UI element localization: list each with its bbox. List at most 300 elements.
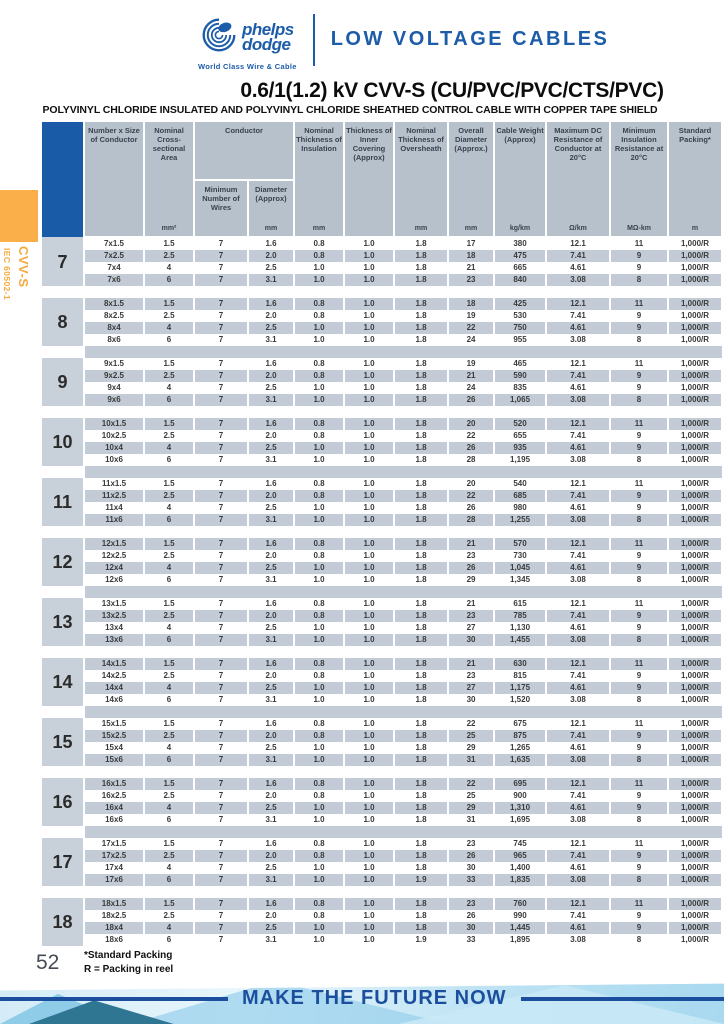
table-cell: 1.5 <box>144 237 194 250</box>
table-cell: 9 <box>610 310 668 322</box>
table-cell: 11x4 <box>84 502 144 514</box>
col-cable-weight: Cable Weight (Approx) <box>494 122 546 222</box>
table-cell: 7x2.5 <box>84 250 144 262</box>
table-cell: 1,000/R <box>668 382 722 394</box>
table-cell: 1.0 <box>344 598 394 610</box>
table-cell: 2.0 <box>248 550 294 562</box>
group-separator <box>42 466 722 478</box>
table-cell: 8x2.5 <box>84 310 144 322</box>
table-row <box>42 634 722 646</box>
table-cell: 900 <box>494 790 546 802</box>
table-cell: 965 <box>494 850 546 862</box>
table-cell: 1.0 <box>294 442 344 454</box>
table-cell: 12.1 <box>546 478 610 490</box>
page-title: 0.6/1(1.2) kV CVV-S (CU/PVC/PVC/CTS/PVC) <box>240 79 664 102</box>
table-cell: 1,000/R <box>668 862 722 874</box>
table-cell: 4.61 <box>546 922 610 934</box>
table-row <box>42 358 722 370</box>
table-row <box>42 802 722 814</box>
table-cell: 11x1.5 <box>84 478 144 490</box>
table-cell: 1,175 <box>494 682 546 694</box>
table-cell: 0.8 <box>294 358 344 370</box>
table-cell: 980 <box>494 502 546 514</box>
table-cell: 29 <box>448 742 494 754</box>
table-row <box>42 250 722 262</box>
table-cell: 14x1.5 <box>84 658 144 670</box>
table-cell: 2.5 <box>248 382 294 394</box>
footnote-line-1: *Standard Packing <box>84 950 173 961</box>
table-cell: 30 <box>448 922 494 934</box>
table-cell: 3.1 <box>248 934 294 946</box>
table-cell: 7 <box>194 634 248 646</box>
table-cell: 1,000/R <box>668 934 722 946</box>
unit-cell: Ω/km <box>546 222 610 237</box>
group-separator <box>42 646 722 658</box>
table-cell: 11 <box>610 898 668 910</box>
table-cell: 4 <box>144 262 194 274</box>
table-cell: 0.8 <box>294 490 344 502</box>
table-cell: 7 <box>194 574 248 586</box>
table-header <box>42 122 722 237</box>
unit-cell: MΩ-km <box>610 222 668 237</box>
table-cell: 1,345 <box>494 574 546 586</box>
table-row <box>42 454 722 466</box>
table-cell: 8 <box>610 334 668 346</box>
table-cell: 2.5 <box>248 262 294 274</box>
table-cell: 0.8 <box>294 237 344 250</box>
table-cell: 23 <box>448 898 494 910</box>
table-cell: 1.8 <box>394 442 448 454</box>
table-cell: 18x2.5 <box>84 910 144 922</box>
table-cell: 1,000/R <box>668 538 722 550</box>
table-cell: 2.0 <box>248 370 294 382</box>
table-cell: 1.6 <box>248 478 294 490</box>
table-row <box>42 574 722 586</box>
table-cell: 1.5 <box>144 718 194 730</box>
table-cell: 3.08 <box>546 874 610 886</box>
table-cell: 1.8 <box>394 490 448 502</box>
table-cell: 1.0 <box>344 682 394 694</box>
table-cell: 7 <box>194 334 248 346</box>
table-cell: 1.0 <box>294 394 344 406</box>
table-cell: 11 <box>610 298 668 310</box>
table-cell: 7 <box>194 934 248 946</box>
table-row <box>42 334 722 346</box>
table-cell: 1.8 <box>394 430 448 442</box>
table-cell: 2.0 <box>248 730 294 742</box>
table-cell: 12.1 <box>546 658 610 670</box>
table-cell: 12.1 <box>546 778 610 790</box>
table-cell: 21 <box>448 370 494 382</box>
table-cell: 7 <box>194 658 248 670</box>
table-cell: 9 <box>610 802 668 814</box>
table-cell: 7 <box>194 454 248 466</box>
table-cell: 590 <box>494 370 546 382</box>
group-separator <box>42 586 722 598</box>
table-cell: 9 <box>610 922 668 934</box>
table-cell: 7 <box>194 430 248 442</box>
table-cell: 1.0 <box>344 394 394 406</box>
table-cell: 1.0 <box>294 874 344 886</box>
table-cell: 22 <box>448 430 494 442</box>
group-number: 13 <box>42 598 84 646</box>
table-cell: 1.0 <box>294 934 344 946</box>
table-cell: 6 <box>144 694 194 706</box>
table-cell: 7 <box>194 418 248 430</box>
table-cell: 875 <box>494 730 546 742</box>
table-cell: 9x4 <box>84 382 144 394</box>
table-cell: 9 <box>610 790 668 802</box>
table-cell: 17 <box>448 237 494 250</box>
logo-swirl-icon <box>201 17 237 58</box>
table-cell: 1.0 <box>344 934 394 946</box>
table-cell: 1.8 <box>394 898 448 910</box>
table-cell: 1,000/R <box>668 898 722 910</box>
table-cell: 1.5 <box>144 778 194 790</box>
table-cell: 1.0 <box>344 574 394 586</box>
col-inner-covering: Thickness of Inner Covering (Approx) <box>344 122 394 222</box>
table-cell: 1.8 <box>394 370 448 382</box>
table-cell: 13x2.5 <box>84 610 144 622</box>
table-row <box>42 694 722 706</box>
table-cell: 7 <box>194 874 248 886</box>
table-cell: 655 <box>494 430 546 442</box>
table-row <box>42 610 722 622</box>
table-cell: 4.61 <box>546 682 610 694</box>
table-cell: 1.8 <box>394 418 448 430</box>
table-row <box>42 862 722 874</box>
table-cell: 21 <box>448 262 494 274</box>
table-cell: 10x6 <box>84 454 144 466</box>
table-row <box>42 502 722 514</box>
table-row <box>42 274 722 286</box>
table-cell: 1.8 <box>394 730 448 742</box>
category-label: LOW VOLTAGE CABLES <box>330 27 610 50</box>
table-cell: 11 <box>610 598 668 610</box>
table-cell: 8 <box>610 514 668 526</box>
table-cell: 24 <box>448 334 494 346</box>
table-cell: 730 <box>494 550 546 562</box>
table-cell: 1.6 <box>248 538 294 550</box>
table-cell: 1.0 <box>294 562 344 574</box>
table-cell: 26 <box>448 502 494 514</box>
table-cell: 22 <box>448 718 494 730</box>
table-cell: 3.08 <box>546 394 610 406</box>
table-row <box>42 754 722 766</box>
table-cell: 1.8 <box>394 514 448 526</box>
table-cell: 11 <box>610 658 668 670</box>
unit-cell: mm² <box>144 222 194 237</box>
table-cell: 8x1.5 <box>84 298 144 310</box>
table-cell: 1,000/R <box>668 250 722 262</box>
table-row <box>42 237 722 250</box>
table-cell: 2.5 <box>144 430 194 442</box>
group-number: 18 <box>42 898 84 946</box>
table-cell: 12x1.5 <box>84 538 144 550</box>
table-cell: 21 <box>448 538 494 550</box>
table-cell: 7 <box>194 922 248 934</box>
table-cell: 0.8 <box>294 838 344 850</box>
group-separator <box>42 526 722 538</box>
table-cell: 9 <box>610 262 668 274</box>
table-cell: 1,000/R <box>668 237 722 250</box>
col-dc-resistance: Maximum DC Resistance of Conductor at 20°C <box>546 122 610 222</box>
table-cell: 9 <box>610 442 668 454</box>
table-cell: 1,000/R <box>668 262 722 274</box>
table-cell: 1,065 <box>494 394 546 406</box>
table-cell: 1.8 <box>394 274 448 286</box>
table-cell: 10x4 <box>84 442 144 454</box>
table-cell: 7.41 <box>546 790 610 802</box>
table-cell: 2.0 <box>248 490 294 502</box>
table-cell: 1,000/R <box>668 358 722 370</box>
unit-cell: mm <box>248 222 294 237</box>
table-cell: 19 <box>448 310 494 322</box>
table-cell: 1.8 <box>394 562 448 574</box>
table-cell: 2.5 <box>144 370 194 382</box>
table-cell: 4 <box>144 922 194 934</box>
table-cell: 7 <box>194 310 248 322</box>
table-cell: 7 <box>194 802 248 814</box>
table-cell: 4.61 <box>546 742 610 754</box>
table-cell: 2.5 <box>144 670 194 682</box>
table-cell: 1.0 <box>344 550 394 562</box>
table-cell: 25 <box>448 730 494 742</box>
table-cell: 1.0 <box>344 334 394 346</box>
table-cell: 21 <box>448 658 494 670</box>
units-row <box>42 222 722 237</box>
table-cell: 1.9 <box>394 934 448 946</box>
sidebar-orange-block <box>0 190 38 242</box>
table-cell: 3.08 <box>546 334 610 346</box>
table-cell: 1.0 <box>294 682 344 694</box>
table-cell: 1.0 <box>344 730 394 742</box>
table-cell: 1.8 <box>394 298 448 310</box>
table-cell: 1.0 <box>344 442 394 454</box>
table-cell: 3.08 <box>546 934 610 946</box>
table-cell: 465 <box>494 358 546 370</box>
table-cell: 29 <box>448 802 494 814</box>
table-cell: 1,895 <box>494 934 546 946</box>
table-cell: 1.8 <box>394 670 448 682</box>
table-cell: 2.0 <box>248 670 294 682</box>
table-cell: 1.0 <box>344 538 394 550</box>
table-cell: 1.0 <box>344 802 394 814</box>
table-cell: 685 <box>494 490 546 502</box>
table-cell: 7 <box>194 562 248 574</box>
table-cell: 2.5 <box>144 310 194 322</box>
table-cell: 9 <box>610 550 668 562</box>
footer-slogan-row <box>0 987 724 1010</box>
table-cell: 8 <box>610 874 668 886</box>
table-cell: 1,000/R <box>668 874 722 886</box>
table-cell: 1.0 <box>294 454 344 466</box>
table-cell: 7.41 <box>546 550 610 562</box>
table-cell: 1.0 <box>344 490 394 502</box>
table-cell: 7 <box>194 742 248 754</box>
table-cell: 1,265 <box>494 742 546 754</box>
table-cell: 2.0 <box>248 250 294 262</box>
table-cell: 12.1 <box>546 718 610 730</box>
table-cell: 745 <box>494 838 546 850</box>
table-cell: 4.61 <box>546 862 610 874</box>
table-cell: 12.1 <box>546 418 610 430</box>
table-cell: 15x2.5 <box>84 730 144 742</box>
table-cell: 1.8 <box>394 658 448 670</box>
table-cell: 3.1 <box>248 454 294 466</box>
table-cell: 0.8 <box>294 370 344 382</box>
brand-divider <box>313 14 315 66</box>
table-cell: 6 <box>144 334 194 346</box>
table-cell: 0.8 <box>294 430 344 442</box>
table-cell: 4 <box>144 322 194 334</box>
table-cell: 2.5 <box>144 550 194 562</box>
table-cell: 7 <box>194 358 248 370</box>
footer-slogan: MAKE THE FUTURE NOW <box>242 987 507 1009</box>
table-cell: 23 <box>448 274 494 286</box>
table-cell: 7 <box>194 694 248 706</box>
group-number: 17 <box>42 838 84 886</box>
col-number-size: Number x Size of Conductor <box>84 122 144 222</box>
table-cell: 1.0 <box>344 742 394 754</box>
table-cell: 1,000/R <box>668 754 722 766</box>
table-cell: 1,000/R <box>668 718 722 730</box>
phelps-dodge-logo <box>198 17 297 71</box>
table-cell: 14x2.5 <box>84 670 144 682</box>
table-cell: 3.08 <box>546 574 610 586</box>
table-cell: 1.8 <box>394 790 448 802</box>
table-cell: 7.41 <box>546 370 610 382</box>
table-cell: 2.5 <box>248 862 294 874</box>
table-cell: 3.08 <box>546 694 610 706</box>
table-cell: 7 <box>194 610 248 622</box>
col-insulation-resistance: Minimum Insulation Resistance at 20°C <box>610 122 668 222</box>
table-cell: 1,000/R <box>668 394 722 406</box>
table-row <box>42 598 722 610</box>
table-row <box>42 514 722 526</box>
table-cell: 6 <box>144 514 194 526</box>
table-cell: 4 <box>144 742 194 754</box>
table-cell: 1.5 <box>144 418 194 430</box>
table-cell: 1.8 <box>394 862 448 874</box>
table-cell: 1,000/R <box>668 682 722 694</box>
table-cell: 26 <box>448 394 494 406</box>
table-row <box>42 922 722 934</box>
table-cell: 7 <box>194 382 248 394</box>
group-separator <box>42 706 722 718</box>
table-cell: 16x6 <box>84 814 144 826</box>
table-cell: 3.1 <box>248 514 294 526</box>
table-row <box>42 322 722 334</box>
table-cell: 11 <box>610 718 668 730</box>
unit-cell: mm <box>294 222 344 237</box>
table-cell: 1.0 <box>294 322 344 334</box>
table-cell: 1,000/R <box>668 742 722 754</box>
table-cell: 1.0 <box>344 694 394 706</box>
table-cell: 785 <box>494 610 546 622</box>
table-cell: 3.1 <box>248 334 294 346</box>
table-cell: 0.8 <box>294 610 344 622</box>
table-cell: 2.0 <box>248 910 294 922</box>
table-cell: 1,000/R <box>668 502 722 514</box>
table-cell: 25 <box>448 790 494 802</box>
table-cell: 11 <box>610 778 668 790</box>
table-cell: 1,000/R <box>668 598 722 610</box>
table-cell: 3.1 <box>248 274 294 286</box>
table-cell: 8 <box>610 394 668 406</box>
table-cell: 2.0 <box>248 850 294 862</box>
table-row <box>42 430 722 442</box>
table-cell: 835 <box>494 382 546 394</box>
table-cell: 22 <box>448 490 494 502</box>
table-cell: 9x1.5 <box>84 358 144 370</box>
col-conductor-group: Conductor <box>194 122 294 180</box>
table-cell: 7.41 <box>546 850 610 862</box>
table-cell: 6 <box>144 394 194 406</box>
table-cell: 27 <box>448 622 494 634</box>
table-cell: 0.8 <box>294 310 344 322</box>
table-cell: 12.1 <box>546 358 610 370</box>
group-number: 11 <box>42 478 84 526</box>
table-cell: 11 <box>610 838 668 850</box>
table-cell: 1.0 <box>344 237 394 250</box>
table-cell: 7 <box>194 442 248 454</box>
table-cell: 1.8 <box>394 250 448 262</box>
table-cell: 11 <box>610 418 668 430</box>
table-cell: 9 <box>610 490 668 502</box>
group-number: 15 <box>42 718 84 766</box>
table-cell: 22 <box>448 322 494 334</box>
table-cell: 7 <box>194 550 248 562</box>
table-row <box>42 262 722 274</box>
table-row <box>42 718 722 730</box>
table-cell: 675 <box>494 718 546 730</box>
table-cell: 33 <box>448 934 494 946</box>
table-cell: 1.0 <box>344 862 394 874</box>
table-cell: 7.41 <box>546 670 610 682</box>
table-cell: 1.0 <box>344 322 394 334</box>
table-cell: 695 <box>494 778 546 790</box>
table-row <box>42 850 722 862</box>
table-row <box>42 742 722 754</box>
table-cell: 1,000/R <box>668 838 722 850</box>
table-cell: 9 <box>610 910 668 922</box>
table-cell: 7 <box>194 622 248 634</box>
table-cell: 1.0 <box>344 478 394 490</box>
table-cell: 2.5 <box>248 922 294 934</box>
table-cell: 1.6 <box>248 898 294 910</box>
table-cell: 1,000/R <box>668 922 722 934</box>
table-row <box>42 418 722 430</box>
table-cell: 3.1 <box>248 394 294 406</box>
table-cell: 7 <box>194 598 248 610</box>
group-number: 10 <box>42 418 84 466</box>
table-cell: 1,695 <box>494 814 546 826</box>
table-cell: 9 <box>610 622 668 634</box>
table-cell: 4 <box>144 382 194 394</box>
table-cell: 4 <box>144 862 194 874</box>
table-cell: 9 <box>610 682 668 694</box>
table-cell: 1.0 <box>294 814 344 826</box>
table-cell: 1.0 <box>344 850 394 862</box>
table-cell: 1.0 <box>294 634 344 646</box>
table-cell: 2.5 <box>144 490 194 502</box>
table-cell: 1.0 <box>294 754 344 766</box>
table-cell: 1,000/R <box>668 850 722 862</box>
table-cell: 1.0 <box>344 562 394 574</box>
table-cell: 7 <box>194 322 248 334</box>
table-cell: 955 <box>494 334 546 346</box>
